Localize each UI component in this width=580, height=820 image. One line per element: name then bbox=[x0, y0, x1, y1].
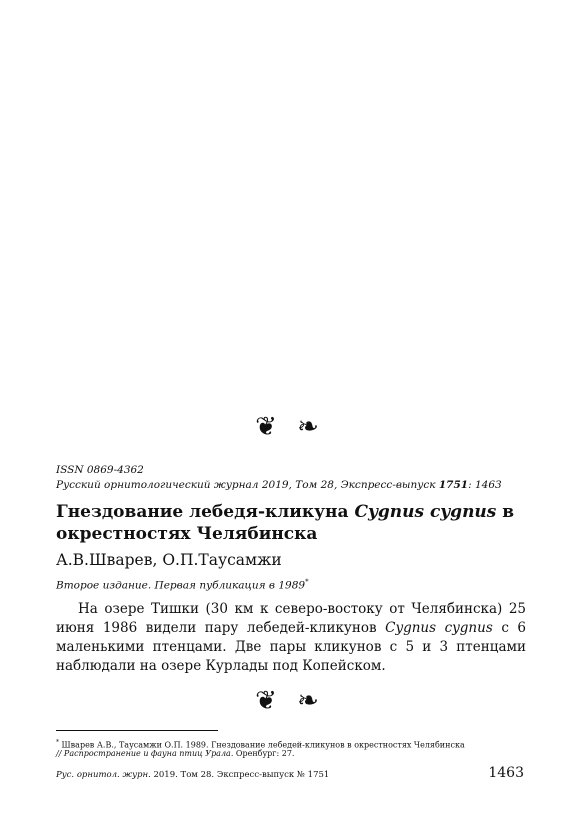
body-latin-name: Cygnus cygnus bbox=[385, 620, 493, 636]
footnote-text-1: Шварев А.В., Таусамжи О.П. 1989. Гнездование лебедей-кликунов в окрестностях Челябинска bbox=[59, 740, 465, 750]
bottom-ornament-icon: ❦ ❧ bbox=[255, 686, 325, 716]
footnote-source-title: // Распространение и фауна птиц Урала. bbox=[56, 749, 234, 758]
running-footer bbox=[56, 769, 329, 781]
top-ornament-icon: ❦ ❧ bbox=[255, 412, 325, 442]
authors-line: А.В.Шварев, О.П.Таусамжи bbox=[56, 551, 282, 569]
body-text-part1: На озере Тишки (30 км к северо-востоку от Челябинска) 25 июня 1986 видели пару лебедей-кликунов bbox=[56, 601, 526, 636]
page-number: 1463 bbox=[488, 765, 524, 781]
journal-citation bbox=[56, 478, 502, 492]
journal-citation-suffix: : 1463 bbox=[468, 479, 502, 491]
journal-issue-number: 1751 bbox=[438, 479, 469, 491]
edition-note-text: Второе издание. Первая публикация в 1989 bbox=[56, 579, 306, 592]
issn-line: ISSN 0869-4362 bbox=[56, 464, 144, 476]
edition-note bbox=[56, 575, 309, 593]
running-footer-issue: 2019. Том 28. Экспресс-выпуск № 1751 bbox=[150, 770, 330, 780]
footnote-text-2: Оренбург: 27. bbox=[233, 749, 295, 758]
article-body bbox=[56, 600, 526, 676]
title-text-part1: Гнездование лебедя-кликуна bbox=[56, 502, 355, 522]
running-footer-journal: Рус. орнитол. журн. bbox=[56, 770, 151, 780]
footnote-mark: * bbox=[56, 739, 59, 746]
footnote-line-2 bbox=[56, 748, 294, 759]
journal-citation-prefix: Русский орнитологический журнал 2019, Том 28, Экспресс-выпуск bbox=[56, 479, 439, 491]
title-latin-name: Cygnus cygnus bbox=[354, 502, 497, 522]
edition-footnote-mark: * bbox=[305, 578, 309, 586]
footnote-divider bbox=[56, 730, 218, 731]
body-text-part2: с 6 маленькими птенцами. Две пары кликунов с 5 и 3 птенцами наблюдали на озере Курлады под Копейском. bbox=[56, 620, 527, 674]
title-text-part2: в окрестностях Челябинска bbox=[56, 502, 515, 544]
article-title bbox=[56, 501, 526, 545]
